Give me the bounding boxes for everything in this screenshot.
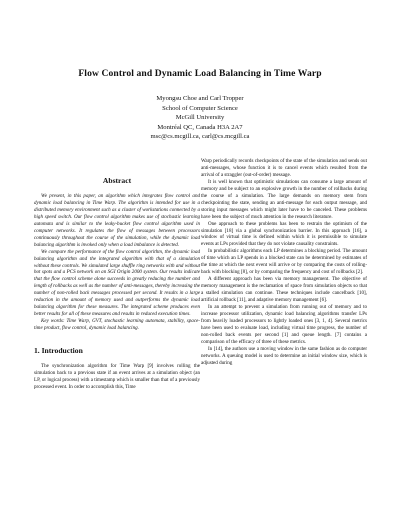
- abstract-paragraph: We present, in this paper, an algorithm which integrates flow control and dynamic load balancing in Time Warp. The algorithm is intended for use in a distributed memory environment such as a cluster of workstations connected by a high speed switch. Our flow control algorithm makes use of stochastic learning automata and is similar to the leaky-bucket flow control algorithm used in computer networks. It regulates the flow of messages between processors continuously throughout the course of the simulation, while the dynamic load balancing algorithm is invoked only when a load imbalance is detected.: [34, 193, 200, 248]
- author-emails: msc@cs.mcgill.ca, carl@cs.mcgill.ca: [150, 133, 250, 141]
- abstract-heading: Abstract: [102, 176, 132, 185]
- affiliation-line: McGill University: [175, 114, 225, 122]
- body-paragraph: A different approach has been via memory management. The objective of memory management is the reclamation of space from simulation objects so that a stalled simulation can continue. These techniques include cancelback [10], artificial rollback [11], and adaptive memory management [6].: [201, 276, 367, 304]
- author-block: [0, 94, 400, 142]
- left-column: [34, 176, 200, 391]
- author-names: Myongsu Choe and Carl Tropper: [156, 95, 244, 102]
- introduction-body: [34, 363, 200, 391]
- body-paragraph: The synchronization algorithm for Time Warp [9] involves rolling the simulation back to a previous state if an event arrives at a simulation object (an LP, or logical process) with a timestamp which is smaller than that of a previously processed event. In order to accomplish this, Time: [34, 363, 200, 390]
- paper-title: Flow Control and Dynamic Load Balancing in Time Warp: [78, 68, 322, 79]
- body-paragraph: It is well known that optimistic simulations can consume a large amount of memory and be subject to an explosive growth in the number of rollbacks during the course of a simulation. The large demands on memory stem from checkpointing the state, sending an anti-message for each output message, and storing input messages which might later have to be canceled. These problems have been the subject of much attention in the research literature.: [201, 178, 367, 220]
- abstract-paragraph: We compare the performance of the flow control algorithm, the dynamic load balancing algorithm and the integrated algorithm with that of a simulation without these controls. We simulated large shuffle ring networks with and without hot spots and a PCS network on an SGI Origin 2000 system. Our results indicate that the flow control scheme alone succeeds in greatly reducing the number and length of rollbacks as well as the number of anti-messages, thereby increasing the number of non-rolled back messages processed per second. It results in a large reduction in the amount of memory used and outperforms the dynamic load balancing algorithm for these measures. The integrated scheme produces even better results for all of these measures and results in reduced execution times.: [34, 248, 200, 318]
- keywords: [34, 318, 200, 332]
- body-paragraph: Warp periodically records checkpoints of the state of the simulation and sends out anti-messages, whose function it is to cancel events which resulted from the arrival of a straggler (out-of-order) message.: [201, 158, 367, 178]
- keywords-text: Time Warp, GVT, stochastic learning automata, stability, space-time product, flow control, dynamic load balancing.: [34, 318, 200, 332]
- body-paragraph: In probabilistic algorithms each LP determines a blocking period. The amount of time which an LP spends in a blocked state can be determined by estimates of the time at which the next event will arrive or by comparing the costs of rolling-back with blocking [8], or by comparing the frequency and cost of rollbacks [2].: [201, 248, 367, 276]
- right-column: [201, 158, 367, 367]
- body-paragraph: In [14], the authors use a moving window in the same fashion as do computer networks. A queuing model is used to determine an initial window size, which is adjusted during: [201, 345, 367, 366]
- keywords-label: Key words:: [41, 318, 65, 325]
- body-paragraph: One approach to these problems has been to restrain the optimism of the simulation [18] via a global synchronization barrier. In this approach [16], a window of virtual time is defined within which it is permissible to simulate events at LPs provided that they do not violate causality constraints.: [201, 220, 367, 248]
- abstract-section: [34, 176, 200, 332]
- affiliation-line: Montréal QC, Canada H3A 2A7: [157, 123, 243, 131]
- introduction-continued: [201, 158, 367, 367]
- introduction-heading: 1. Introduction: [34, 346, 83, 356]
- body-paragraph: In an attempt to prevent a simulation from running out of memory and to increase processor utilization, dynamic load balancing algorithms transfer LPs from heavily loaded processors to lightly loaded ones [3, 1, 4]. Several metrics have been used to evaluate load, including virtual time progress, the number of non-rolled back events per second [1] and queue length. [7] contains a comparison of the efficacy of three of these metrics.: [201, 304, 367, 345]
- affiliation-line: School of Computer Science: [162, 104, 238, 112]
